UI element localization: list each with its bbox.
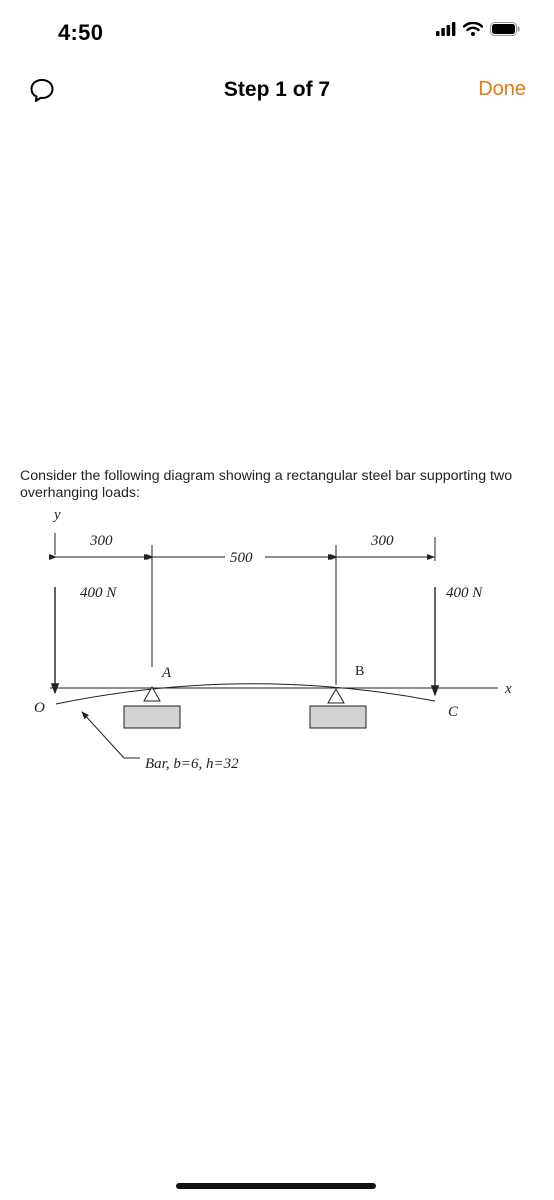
point-c-label: C [448,704,459,720]
support-a-triangle [144,687,160,701]
nav-bar [0,68,554,112]
support-b-block [310,706,366,728]
dim-right-label: 300 [371,533,394,549]
point-a-label: A [162,665,172,681]
wifi-icon [463,22,483,36]
load-right-label: 400 N [446,585,483,601]
origin-label: O [34,700,45,716]
bar-label: Bar, b=6, h=32 [145,756,239,772]
load-left-label: 400 N [80,585,117,601]
support-a-block [124,706,180,728]
support-b-triangle [328,689,344,703]
point-b-label: B [355,664,365,679]
status-icons [436,22,520,36]
beam-diagram [20,505,534,775]
dim-mid-label: 500 [230,550,253,566]
bar-leader-line [82,712,124,758]
dim-left-label: 300 [90,533,113,549]
question-text: Consider the following diagram showing a rectangular steel bar supporting two overhanging loads: [20,468,513,501]
signal-icon [436,22,456,36]
status-bar [0,0,554,60]
home-indicator [176,1183,376,1189]
x-axis-label: x [505,681,512,697]
battery-icon [490,22,520,36]
status-time: 4:50 [58,20,104,45]
y-axis-label: y [54,507,61,523]
deflection-curve [56,684,435,704]
done-button[interactable]: Done [478,78,526,100]
page-title: Step 1 of 7 [223,78,331,101]
